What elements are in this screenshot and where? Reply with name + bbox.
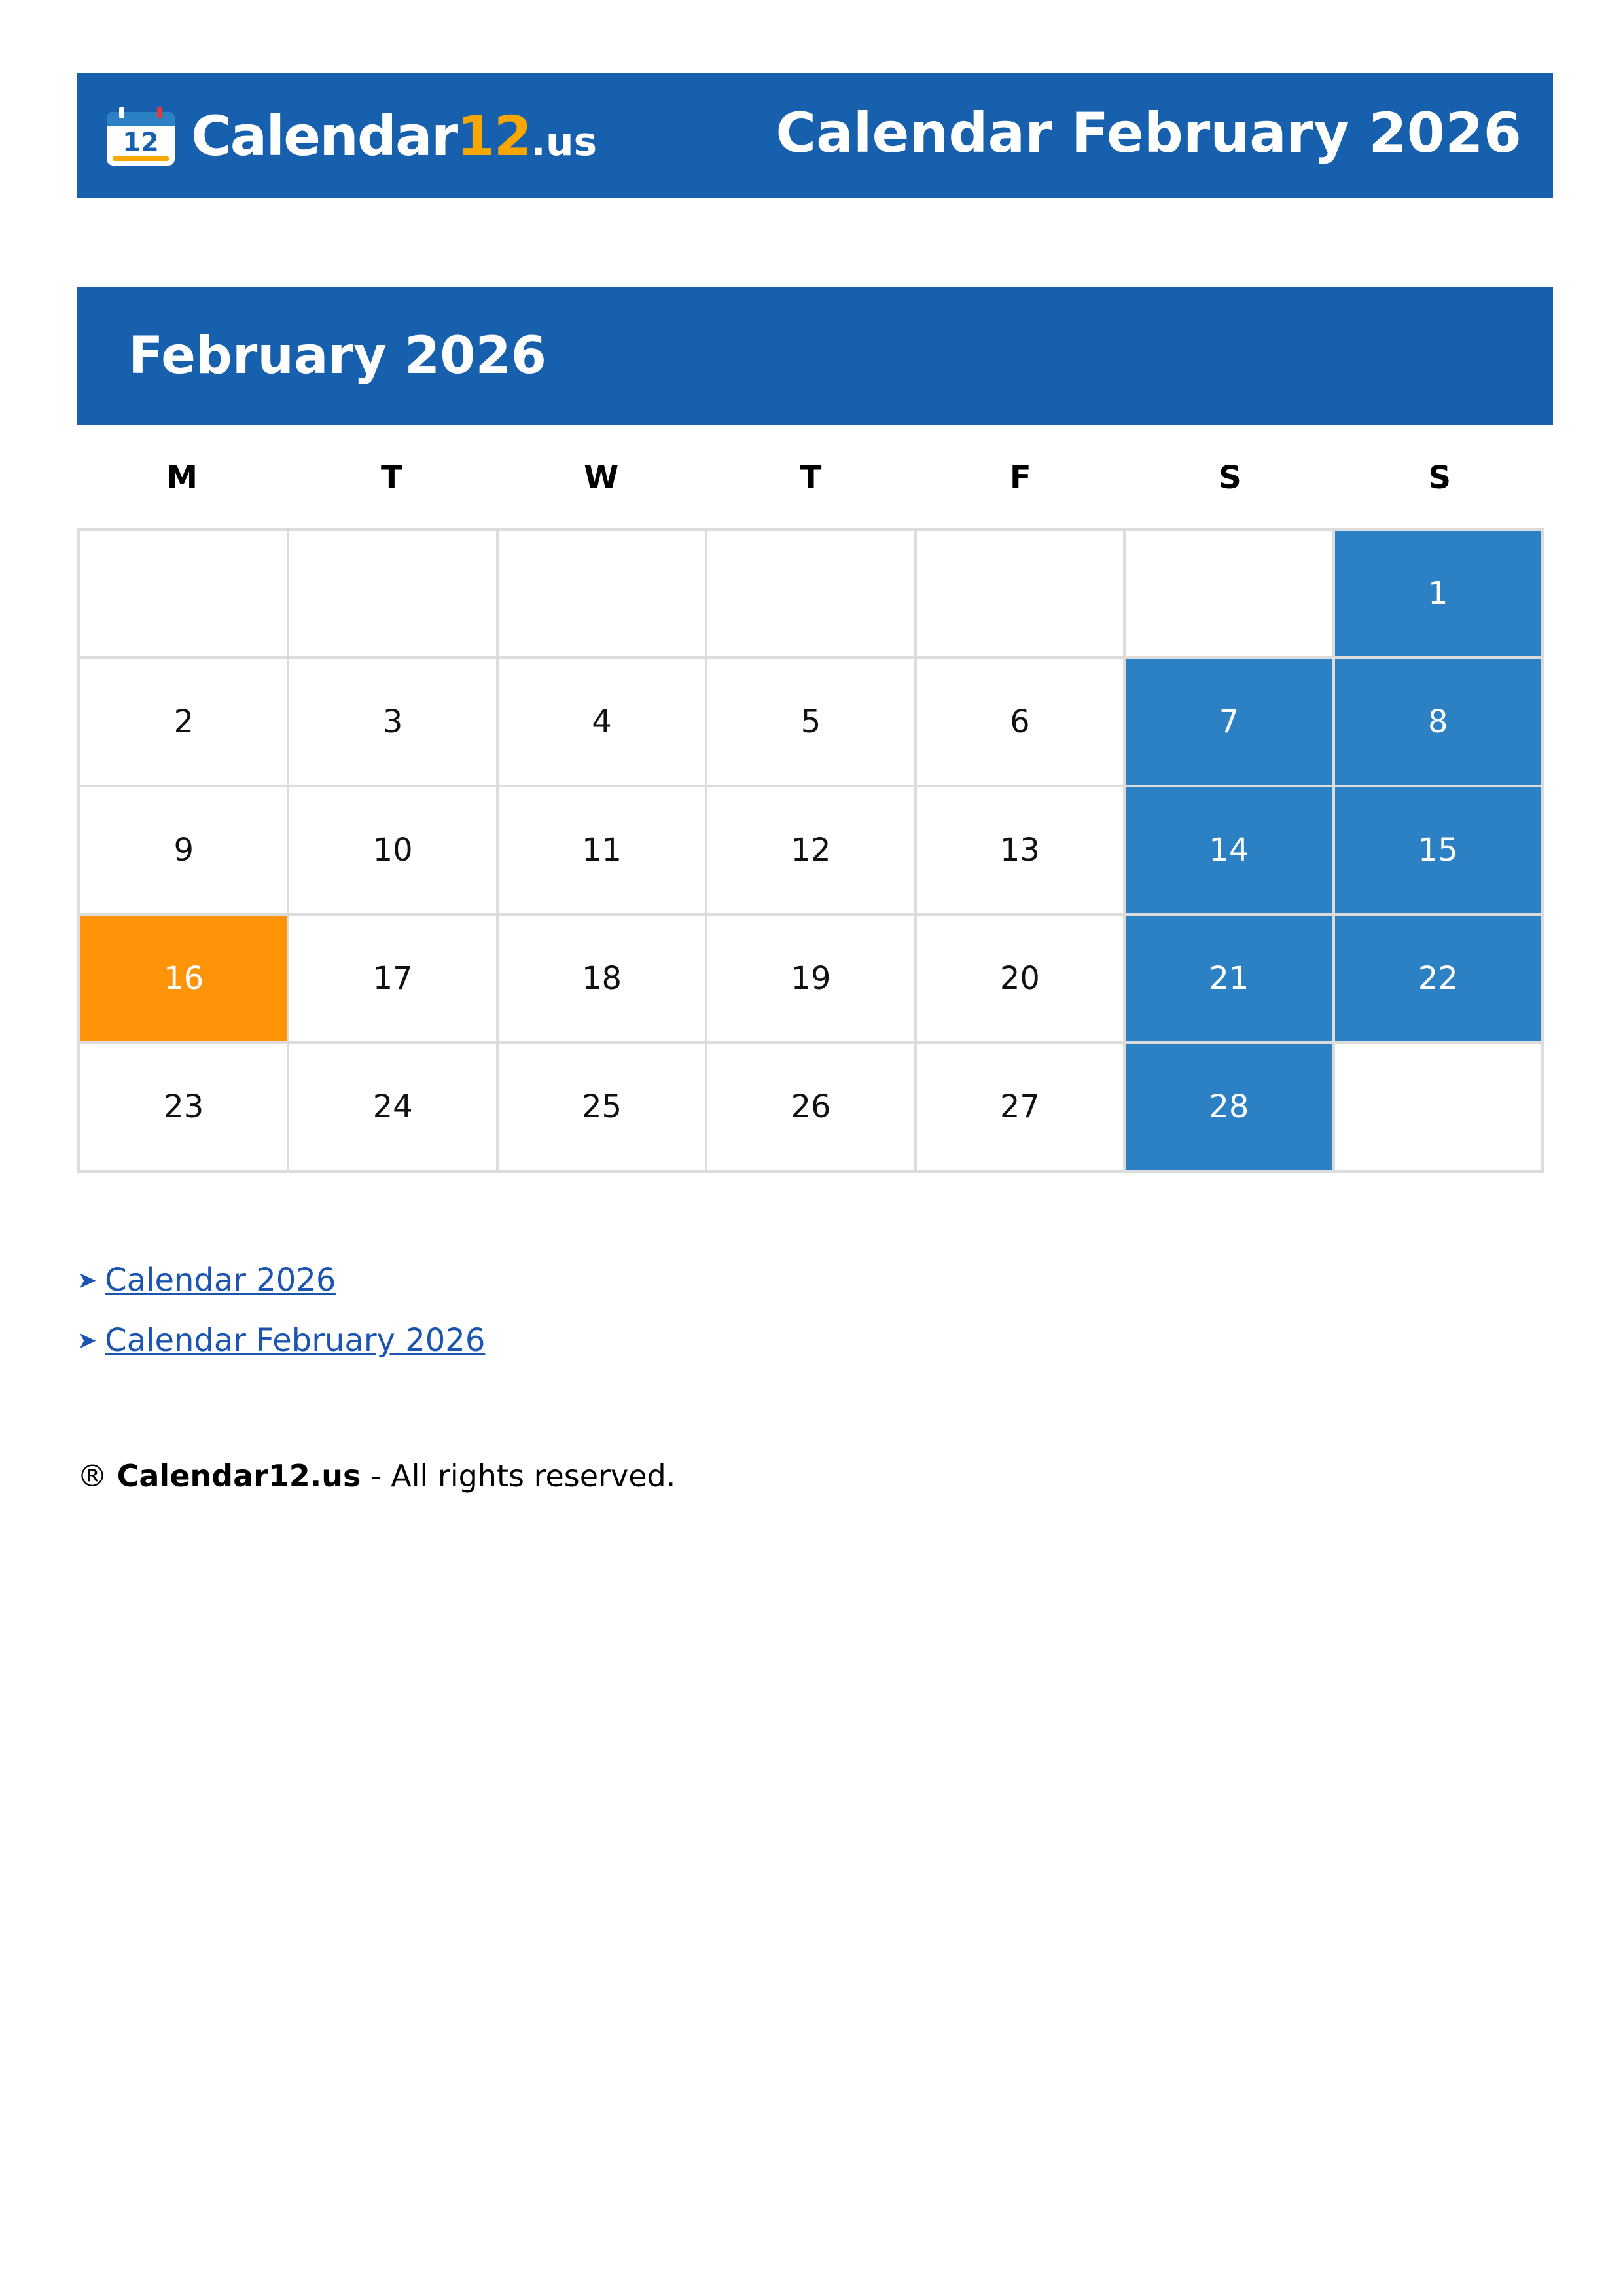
empty-day-cell (1334, 1043, 1543, 1171)
logo-name: Calendar (191, 104, 457, 168)
day-cell: 9 (79, 786, 288, 914)
day-cell: 5 (706, 658, 915, 786)
month-banner (77, 287, 1553, 425)
weekday-header-row (77, 445, 1544, 511)
weekday-label: F (1009, 459, 1031, 496)
link-item (77, 1310, 485, 1371)
calendar-grid (77, 528, 1544, 1173)
empty-day-cell (288, 529, 497, 658)
calendar-icon (105, 107, 177, 167)
arrow-icon: ➤ (77, 1327, 98, 1354)
day-cell: 16 (79, 914, 288, 1043)
weekday-label: T (381, 459, 402, 496)
link-item (77, 1250, 485, 1310)
arrow-icon: ➤ (77, 1266, 98, 1294)
day-cell: 20 (916, 914, 1124, 1043)
day-cell: 6 (916, 658, 1124, 786)
day-cell: 26 (706, 1043, 915, 1171)
page-title: Calendar February 2026 (776, 101, 1522, 165)
weekday-label: T (800, 459, 822, 496)
day-cell: 4 (497, 658, 706, 786)
logo-tld: .us (531, 119, 597, 165)
footer-brand: Calendar12.us (116, 1458, 361, 1494)
site-logo[interactable] (191, 100, 597, 172)
related-links (77, 1250, 485, 1371)
day-cell: 12 (706, 786, 915, 914)
weekday-label: M (166, 459, 198, 496)
day-cell: 3 (288, 658, 497, 786)
day-cell: 2 (79, 658, 288, 786)
day-cell: 8 (1334, 658, 1543, 786)
svg-text:12: 12 (122, 128, 159, 158)
calendar-link[interactable]: Calendar February 2026 (105, 1322, 486, 1359)
calendar-link[interactable]: Calendar 2026 (105, 1262, 336, 1299)
registered-symbol: ® (77, 1458, 107, 1494)
day-cell: 23 (79, 1043, 288, 1171)
footer (77, 1458, 675, 1494)
day-cell: 14 (1124, 786, 1333, 914)
weekday-label: S (1428, 459, 1452, 496)
day-cell: 10 (288, 786, 497, 914)
day-cell: 21 (1124, 914, 1333, 1043)
day-cell: 11 (497, 786, 706, 914)
weekday-label: S (1219, 459, 1241, 496)
logo-name-highlight: 12 (457, 104, 531, 168)
day-cell: 13 (916, 786, 1124, 914)
page-header (77, 73, 1553, 198)
empty-day-cell (916, 529, 1124, 658)
day-cell: 24 (288, 1043, 497, 1171)
day-cell: 7 (1124, 658, 1333, 786)
empty-day-cell (1124, 529, 1333, 658)
empty-day-cell (79, 529, 288, 658)
day-cell: 17 (288, 914, 497, 1043)
day-cell: 15 (1334, 786, 1543, 914)
footer-text: - All rights reserved. (370, 1458, 676, 1494)
empty-day-cell (706, 529, 915, 658)
weekday-label: W (584, 459, 619, 496)
day-cell: 19 (706, 914, 915, 1043)
day-cell: 27 (916, 1043, 1124, 1171)
day-cell: 28 (1124, 1043, 1333, 1171)
day-cell: 25 (497, 1043, 706, 1171)
day-cell: 22 (1334, 914, 1543, 1043)
day-cell: 1 (1334, 529, 1543, 658)
day-cell: 18 (497, 914, 706, 1043)
month-title: February 2026 (128, 327, 547, 386)
empty-day-cell (497, 529, 706, 658)
